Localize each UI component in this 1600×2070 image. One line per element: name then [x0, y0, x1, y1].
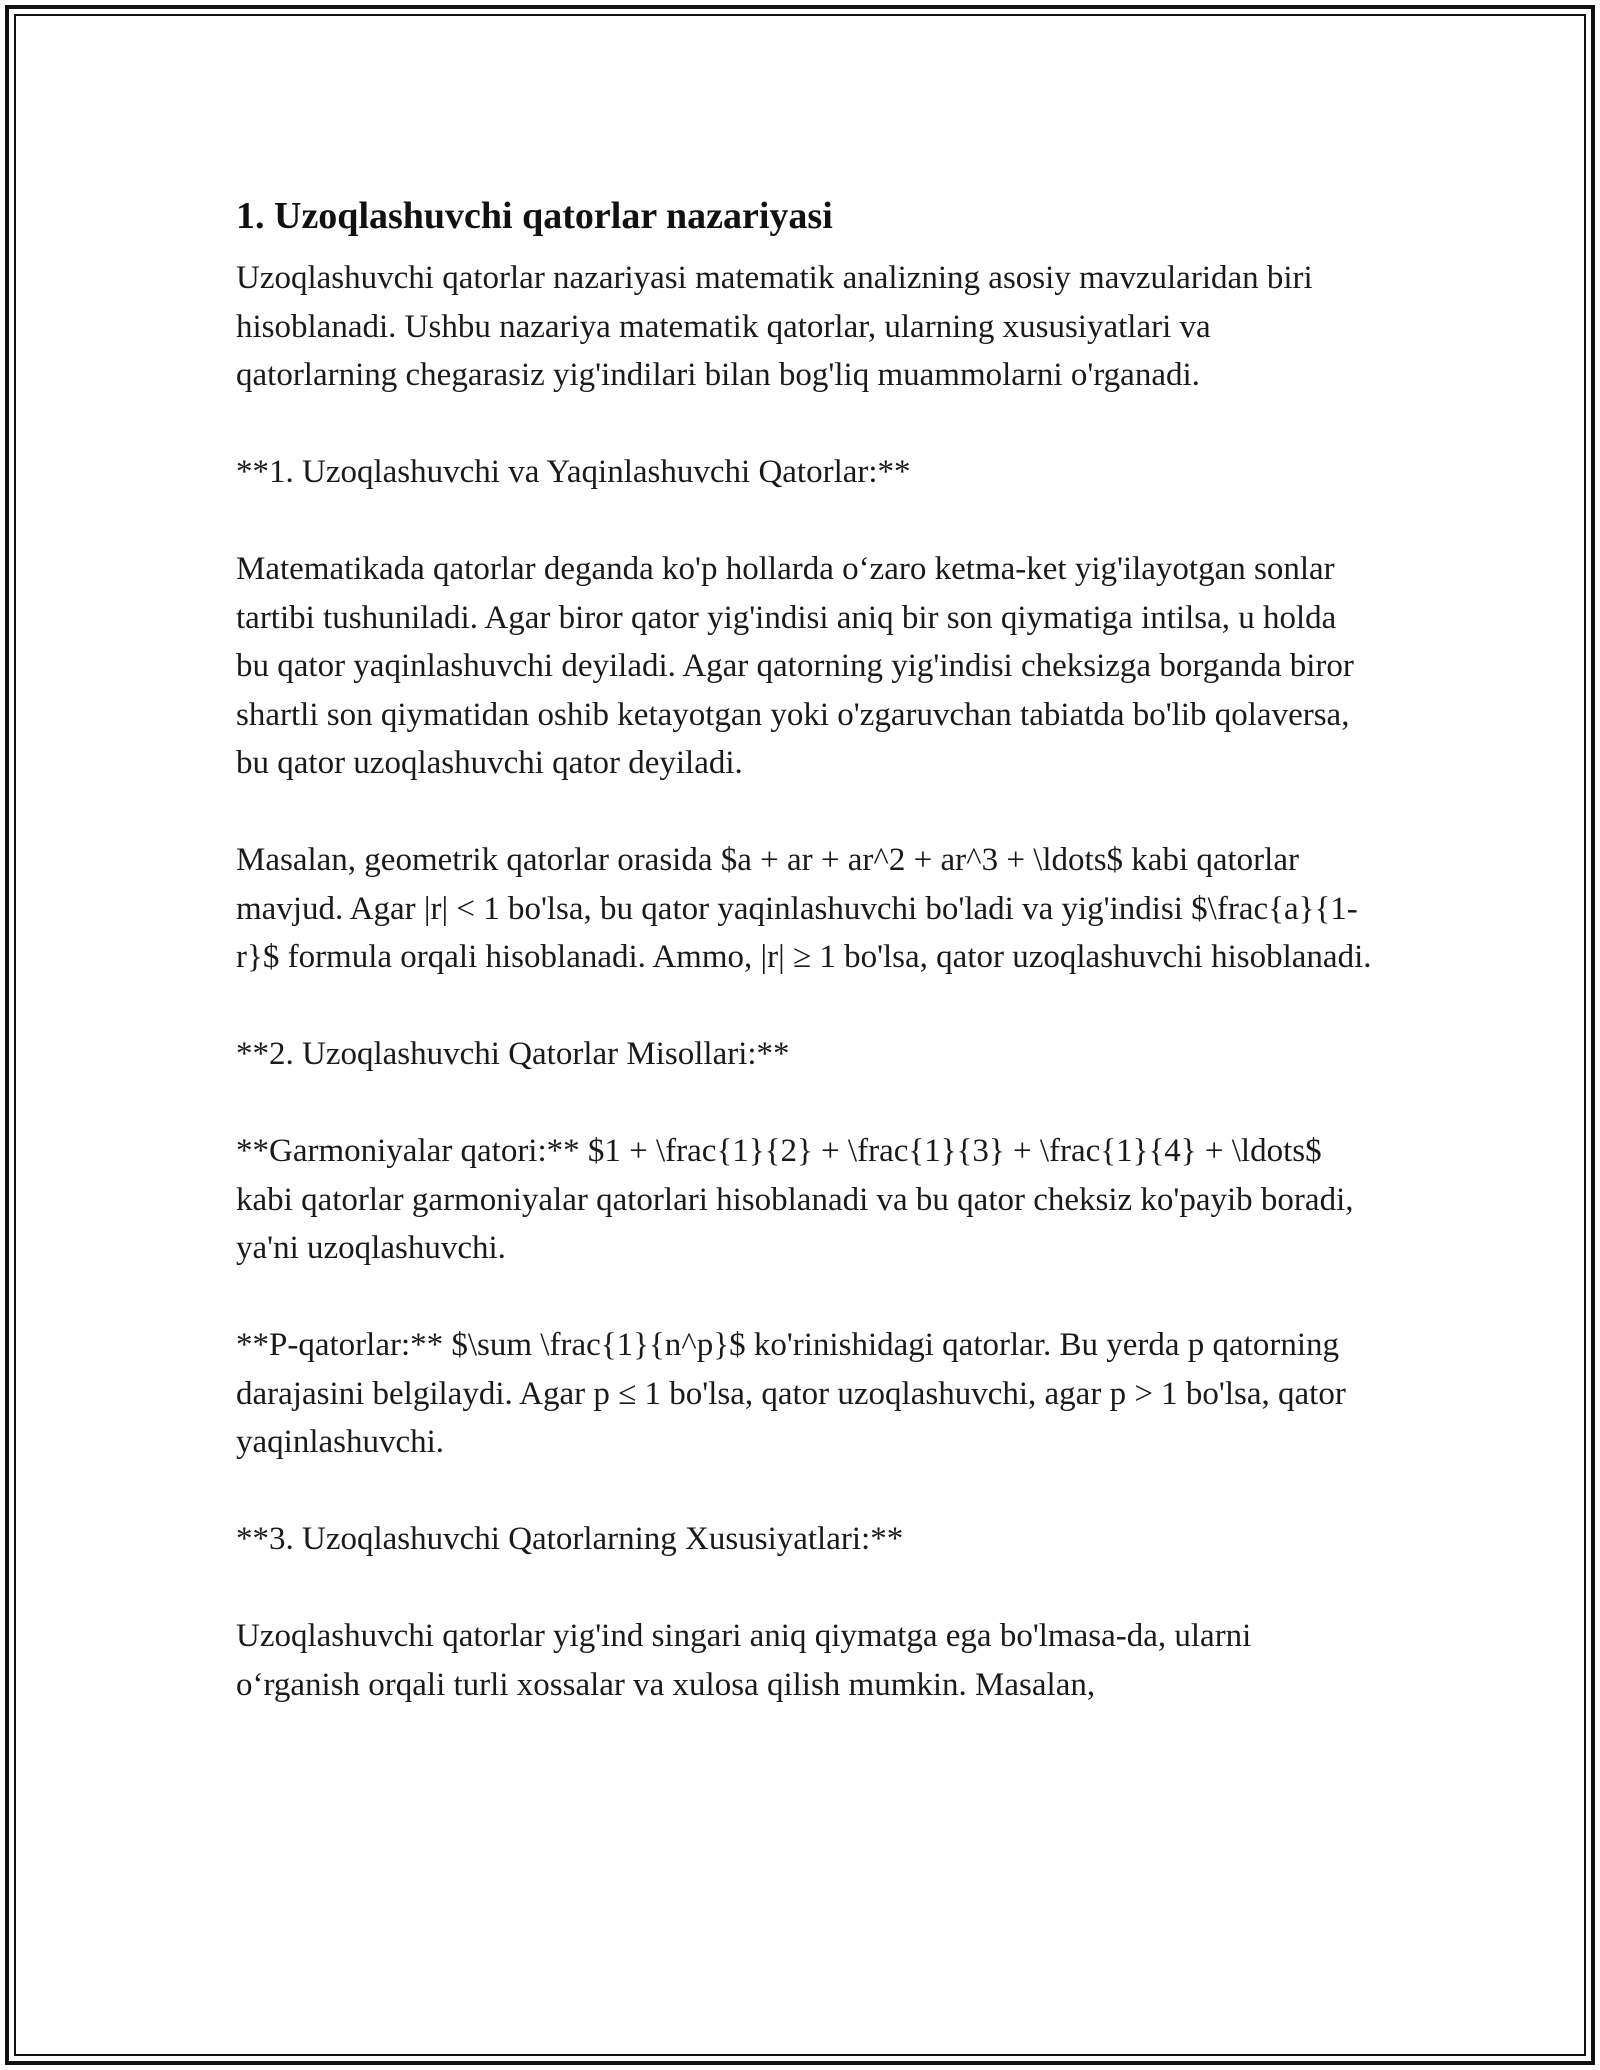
section-heading-1: **1. Uzoqlashuvchi va Yaqinlashuvchi Qatorlar:** — [236, 454, 911, 490]
paragraph-intro: Uzoqlashuvchi qatorlar nazariyasi matematik analizning asosiy mavzularidan biri hisoblanadi. Ushbu nazariya matematik qatorlar, ularning xususiyatlari va qatorlarning chegarasiz yig'indilari bilan bog'liq muammolarni o'rganadi. — [236, 260, 1313, 393]
section-heading-2: **2. Uzoqlashuvchi Qatorlar Misollari:** — [236, 1036, 790, 1072]
document-title: 1. Uzoqlashuvchi qatorlar nazariyasi — [236, 195, 833, 237]
document-body — [236, 190, 1376, 1758]
paragraph-p-series: **P-qatorlar:** $\sum \frac{1}{n^p}$ ko'rinishidagi qatorlar. Bu yerda p qatorning darajasini belgilaydi. Agar p ≤ 1 bo'lsa, qator uzoqlashuvchi, agar p > 1 bo'lsa, qator yaqinlashuvchi. — [236, 1327, 1346, 1460]
paragraph-properties: Uzoqlashuvchi qatorlar yig'ind singari aniq qiymatga ega bo'lmasa-da, ularni o‘rganish orqali turli xossalar va xulosa qilish mumkin. Masalan, — [236, 1618, 1252, 1703]
section-heading-3: **3. Uzoqlashuvchi Qatorlarning Xususiyatlari:** — [236, 1521, 904, 1557]
paragraph-series-definition: Matematikada qatorlar deganda ko'p hollarda o‘zaro ketma-ket yig'ilayotgan sonlar tartibi tushuniladi. Agar biror qator yig'indisi aniq bir son qiymatiga intilsa, u holda bu qator yaqinlashuvchi deyiladi. Agar qatorning yig'indisi cheksizga borganda biror shartli son qiymatidan oshib ketayotgan yoki o'zgaruvchan tabiatda bo'lib qolaversa, bu qator uzoqlashuvchi qator deyiladi. — [236, 551, 1354, 781]
paragraph-harmonic-series: **Garmoniyalar qatori:** $1 + \frac{1}{2} + \frac{1}{3} + \frac{1}{4} + \ldots$ kabi qatorlar garmoniyalar qatorlari hisoblanadi va bu qator cheksiz ko'payib boradi, ya'ni uzoqlashuvchi. — [236, 1133, 1354, 1266]
paragraph-geometric-example: Masalan, geometrik qatorlar orasida $a + ar + ar^2 + ar^3 + \ldots$ kabi qatorlar mavjud. Agar |r| < 1 bo'lsa, bu qator yaqinlashuvchi bo'ladi va yig'indisi $\frac{a}{1-r}$ formula orqali hisoblanadi. Ammo, |r| ≥ 1 bo'lsa, qator uzoqlashuvchi hisoblanadi. — [236, 842, 1372, 975]
